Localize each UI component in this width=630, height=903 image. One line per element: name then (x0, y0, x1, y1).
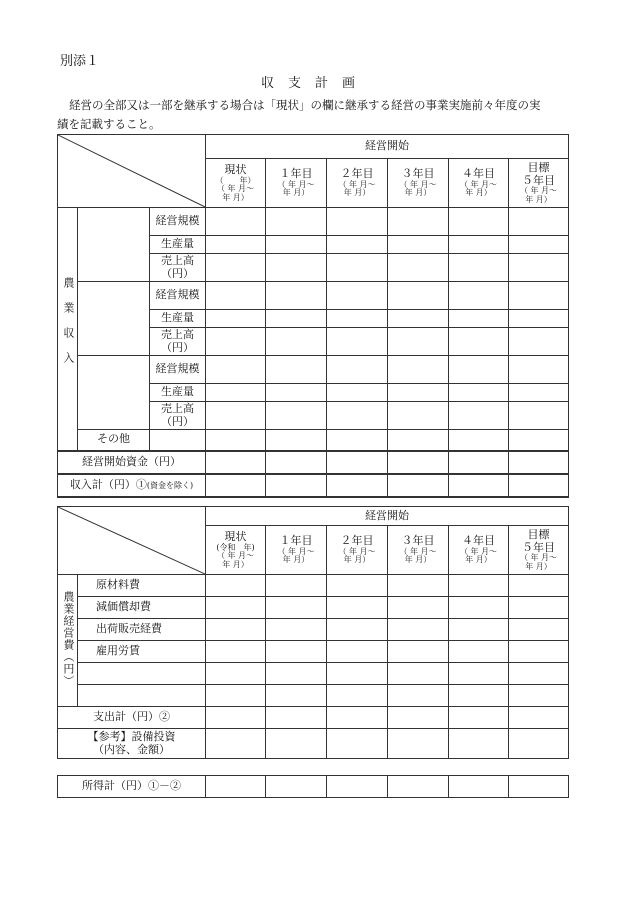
instruction-note (57, 96, 567, 134)
input-cell[interactable] (206, 328, 266, 356)
input-cell[interactable] (266, 474, 327, 497)
input-cell[interactable] (327, 776, 388, 798)
input-cell[interactable] (266, 575, 327, 597)
input-cell[interactable] (509, 430, 569, 451)
input-cell[interactable] (266, 356, 327, 384)
row-startup-funds: 経営開始資金（円） (58, 451, 206, 474)
input-cell[interactable] (449, 236, 509, 254)
col-year-2: ２年目 （ 年 月～ 年 月） (327, 159, 388, 208)
input-cell[interactable] (327, 707, 388, 729)
input-cell[interactable] (449, 208, 509, 236)
input-cell[interactable] (266, 310, 327, 328)
col-current: 現状 （ 年） （ 年 月～ 年 月） (206, 159, 266, 208)
attachment-label: 別添１ (60, 54, 100, 69)
input-cell[interactable] (449, 575, 509, 597)
expense-plan-table (57, 506, 569, 759)
input-cell[interactable] (327, 619, 388, 641)
input-cell[interactable] (266, 208, 327, 236)
col-year-3: ３年目 （ 年 月～ 年 月） (388, 526, 449, 575)
input-cell[interactable] (206, 619, 266, 641)
input-cell[interactable] (327, 729, 388, 759)
input-cell[interactable] (327, 402, 388, 430)
input-cell[interactable] (327, 597, 388, 619)
input-cell[interactable] (388, 575, 449, 597)
input-cell[interactable] (206, 575, 266, 597)
input-cell[interactable] (206, 356, 266, 384)
row-income-total: 収入計（円）①(資金を除く) (58, 474, 206, 497)
input-cell[interactable] (388, 208, 449, 236)
col-year-1: １年目 （ 年 月～ 年 月） (266, 159, 327, 208)
note-line-2: 績を記載すること。 (57, 117, 161, 131)
input-cell[interactable] (449, 685, 509, 707)
input-cell[interactable] (509, 328, 569, 356)
input-cell[interactable] (327, 254, 388, 282)
input-cell[interactable] (449, 356, 509, 384)
input-cell[interactable] (388, 328, 449, 356)
input-cell[interactable] (509, 282, 569, 310)
input-cell[interactable] (388, 236, 449, 254)
item-scale: 経営規模 (150, 208, 206, 236)
input-cell[interactable] (388, 282, 449, 310)
input-cell[interactable] (449, 619, 509, 641)
item-output: 生産量 (150, 310, 206, 328)
input-cell[interactable] (266, 663, 327, 685)
blank-item-cell[interactable] (78, 685, 206, 707)
input-cell[interactable] (449, 451, 509, 474)
input-cell[interactable] (327, 451, 388, 474)
input-cell[interactable] (449, 402, 509, 430)
item-sales: 売上高 （円） (150, 402, 206, 430)
input-cell[interactable] (388, 254, 449, 282)
input-cell[interactable] (327, 356, 388, 384)
input-cell[interactable] (266, 597, 327, 619)
input-cell[interactable] (388, 641, 449, 663)
input-cell[interactable] (509, 707, 569, 729)
input-cell[interactable] (509, 451, 569, 474)
col-goal-year-5: 目標 ５年目 （ 年 月～ 年 月） (509, 526, 569, 575)
crop-name-cell-2[interactable] (78, 282, 150, 356)
input-cell[interactable] (449, 254, 509, 282)
input-cell[interactable] (449, 310, 509, 328)
input-cell[interactable] (509, 641, 569, 663)
input-cell[interactable] (509, 236, 569, 254)
header-management-start: 経営開始 (206, 507, 569, 526)
input-cell[interactable] (388, 619, 449, 641)
input-cell[interactable] (206, 236, 266, 254)
input-cell[interactable] (206, 310, 266, 328)
input-cell[interactable] (388, 474, 449, 497)
row-net-income: 所得計（円）①－② (58, 776, 206, 798)
input-cell[interactable] (206, 641, 266, 663)
input-cell[interactable] (388, 685, 449, 707)
input-cell[interactable] (206, 663, 266, 685)
col-goal-year-5: 目標 ５年目 （ 年 月～ 年 月） (509, 159, 569, 208)
input-cell[interactable] (509, 619, 569, 641)
input-cell[interactable] (206, 430, 266, 451)
item-scale: 経営規模 (150, 356, 206, 384)
input-cell[interactable] (206, 282, 266, 310)
input-cell[interactable] (509, 575, 569, 597)
input-cell[interactable] (449, 597, 509, 619)
input-cell[interactable] (388, 663, 449, 685)
input-cell[interactable] (206, 685, 266, 707)
input-cell[interactable] (449, 663, 509, 685)
input-cell[interactable] (388, 729, 449, 759)
input-cell[interactable] (509, 776, 569, 798)
input-cell[interactable] (206, 597, 266, 619)
net-income-table (57, 775, 569, 798)
input-cell[interactable] (449, 641, 509, 663)
input-cell[interactable] (206, 474, 266, 497)
row-reference-capex: 【参考】設備投資 （内容、金額） (58, 729, 206, 759)
input-cell[interactable] (266, 685, 327, 707)
col-year-4: ４年目 （ 年 月～ 年 月） (449, 159, 509, 208)
input-cell[interactable] (509, 356, 569, 384)
input-cell[interactable] (449, 729, 509, 759)
item-labor-wages: 雇用労賃 (78, 641, 206, 663)
input-cell[interactable] (327, 282, 388, 310)
item-output: 生産量 (150, 236, 206, 254)
input-cell[interactable] (327, 575, 388, 597)
input-cell[interactable] (327, 663, 388, 685)
input-cell[interactable] (509, 310, 569, 328)
header-diagonal-cell (58, 135, 206, 208)
crop-name-cell-3[interactable] (78, 356, 150, 430)
input-cell[interactable] (449, 430, 509, 451)
input-cell[interactable] (206, 402, 266, 430)
input-cell[interactable] (509, 208, 569, 236)
input-cell[interactable] (206, 384, 266, 402)
input-cell[interactable] (327, 310, 388, 328)
input-cell[interactable] (266, 328, 327, 356)
input-cell[interactable] (509, 254, 569, 282)
item-scale: 経営規模 (150, 282, 206, 310)
input-cell[interactable] (266, 384, 327, 402)
input-cell[interactable] (509, 597, 569, 619)
input-cell[interactable] (509, 663, 569, 685)
item-other: その他 (78, 430, 150, 451)
input-cell[interactable] (266, 402, 327, 430)
item-output: 生産量 (150, 384, 206, 402)
input-cell[interactable] (388, 310, 449, 328)
input-cell[interactable] (266, 776, 327, 798)
page-title: 収支計画 (260, 76, 369, 91)
input-cell[interactable] (388, 451, 449, 474)
item-raw-materials: 原材料費 (78, 575, 206, 597)
input-cell[interactable] (206, 254, 266, 282)
input-cell[interactable] (327, 384, 388, 402)
col-year-3: ３年目 （ 年 月～ 年 月） (388, 159, 449, 208)
input-cell[interactable] (449, 384, 509, 402)
input-cell[interactable] (388, 776, 449, 798)
input-cell[interactable] (266, 282, 327, 310)
input-cell[interactable] (327, 685, 388, 707)
item-shipping-sales-costs: 出荷販売経費 (78, 619, 206, 641)
input-cell[interactable] (388, 402, 449, 430)
input-cell[interactable] (327, 641, 388, 663)
input-cell[interactable] (509, 729, 569, 759)
input-cell[interactable] (388, 707, 449, 729)
input-cell[interactable] (266, 451, 327, 474)
row-expense-total: 支出計（円）② (58, 707, 206, 729)
col-year-2: ２年目 （ 年 月～ 年 月） (327, 526, 388, 575)
item-sales: 売上高 （円） (150, 328, 206, 356)
side-label-farm-expenses: 農業経営費（円） (58, 575, 78, 707)
input-cell[interactable] (449, 328, 509, 356)
header-diagonal-cell (58, 507, 206, 575)
input-cell[interactable] (266, 236, 327, 254)
input-cell[interactable] (509, 384, 569, 402)
input-cell[interactable] (327, 208, 388, 236)
input-cell[interactable] (206, 208, 266, 236)
item-depreciation: 減価償却費 (78, 597, 206, 619)
crop-name-cell-1[interactable] (78, 208, 150, 282)
input-cell[interactable] (327, 430, 388, 451)
income-plan-table (57, 134, 569, 498)
input-cell[interactable] (509, 474, 569, 497)
input-cell[interactable] (388, 356, 449, 384)
col-current: 現状 (令和 年) （ 年 月～ 年 月） (206, 526, 266, 575)
input-cell[interactable] (449, 707, 509, 729)
input-cell[interactable] (327, 236, 388, 254)
input-cell[interactable] (266, 254, 327, 282)
input-cell[interactable] (449, 776, 509, 798)
input-cell[interactable] (388, 597, 449, 619)
input-cell[interactable] (509, 402, 569, 430)
input-cell[interactable] (206, 776, 266, 798)
input-cell[interactable] (266, 641, 327, 663)
input-cell[interactable] (388, 430, 449, 451)
input-cell[interactable] (327, 474, 388, 497)
input-cell[interactable] (509, 685, 569, 707)
item-sales: 売上高 （円） (150, 254, 206, 282)
input-cell[interactable] (150, 430, 206, 451)
input-cell[interactable] (206, 451, 266, 474)
input-cell[interactable] (449, 282, 509, 310)
col-year-4: ４年目 （ 年 月～ 年 月） (449, 526, 509, 575)
input-cell[interactable] (266, 707, 327, 729)
note-line-1: 経営の全部又は一部を継承する場合は「現状」の欄に継承する経営の事業実施前々年度の実 (69, 98, 541, 112)
input-cell[interactable] (206, 729, 266, 759)
side-label-farm-income: 農業収入 (58, 208, 78, 451)
input-cell[interactable] (388, 384, 449, 402)
input-cell[interactable] (266, 430, 327, 451)
input-cell[interactable] (206, 707, 266, 729)
header-management-start: 経営開始 (206, 135, 569, 159)
input-cell[interactable] (266, 729, 327, 759)
input-cell[interactable] (327, 328, 388, 356)
input-cell[interactable] (266, 619, 327, 641)
blank-item-cell[interactable] (78, 663, 206, 685)
input-cell[interactable] (449, 474, 509, 497)
col-year-1: １年目 （ 年 月～ 年 月） (266, 526, 327, 575)
